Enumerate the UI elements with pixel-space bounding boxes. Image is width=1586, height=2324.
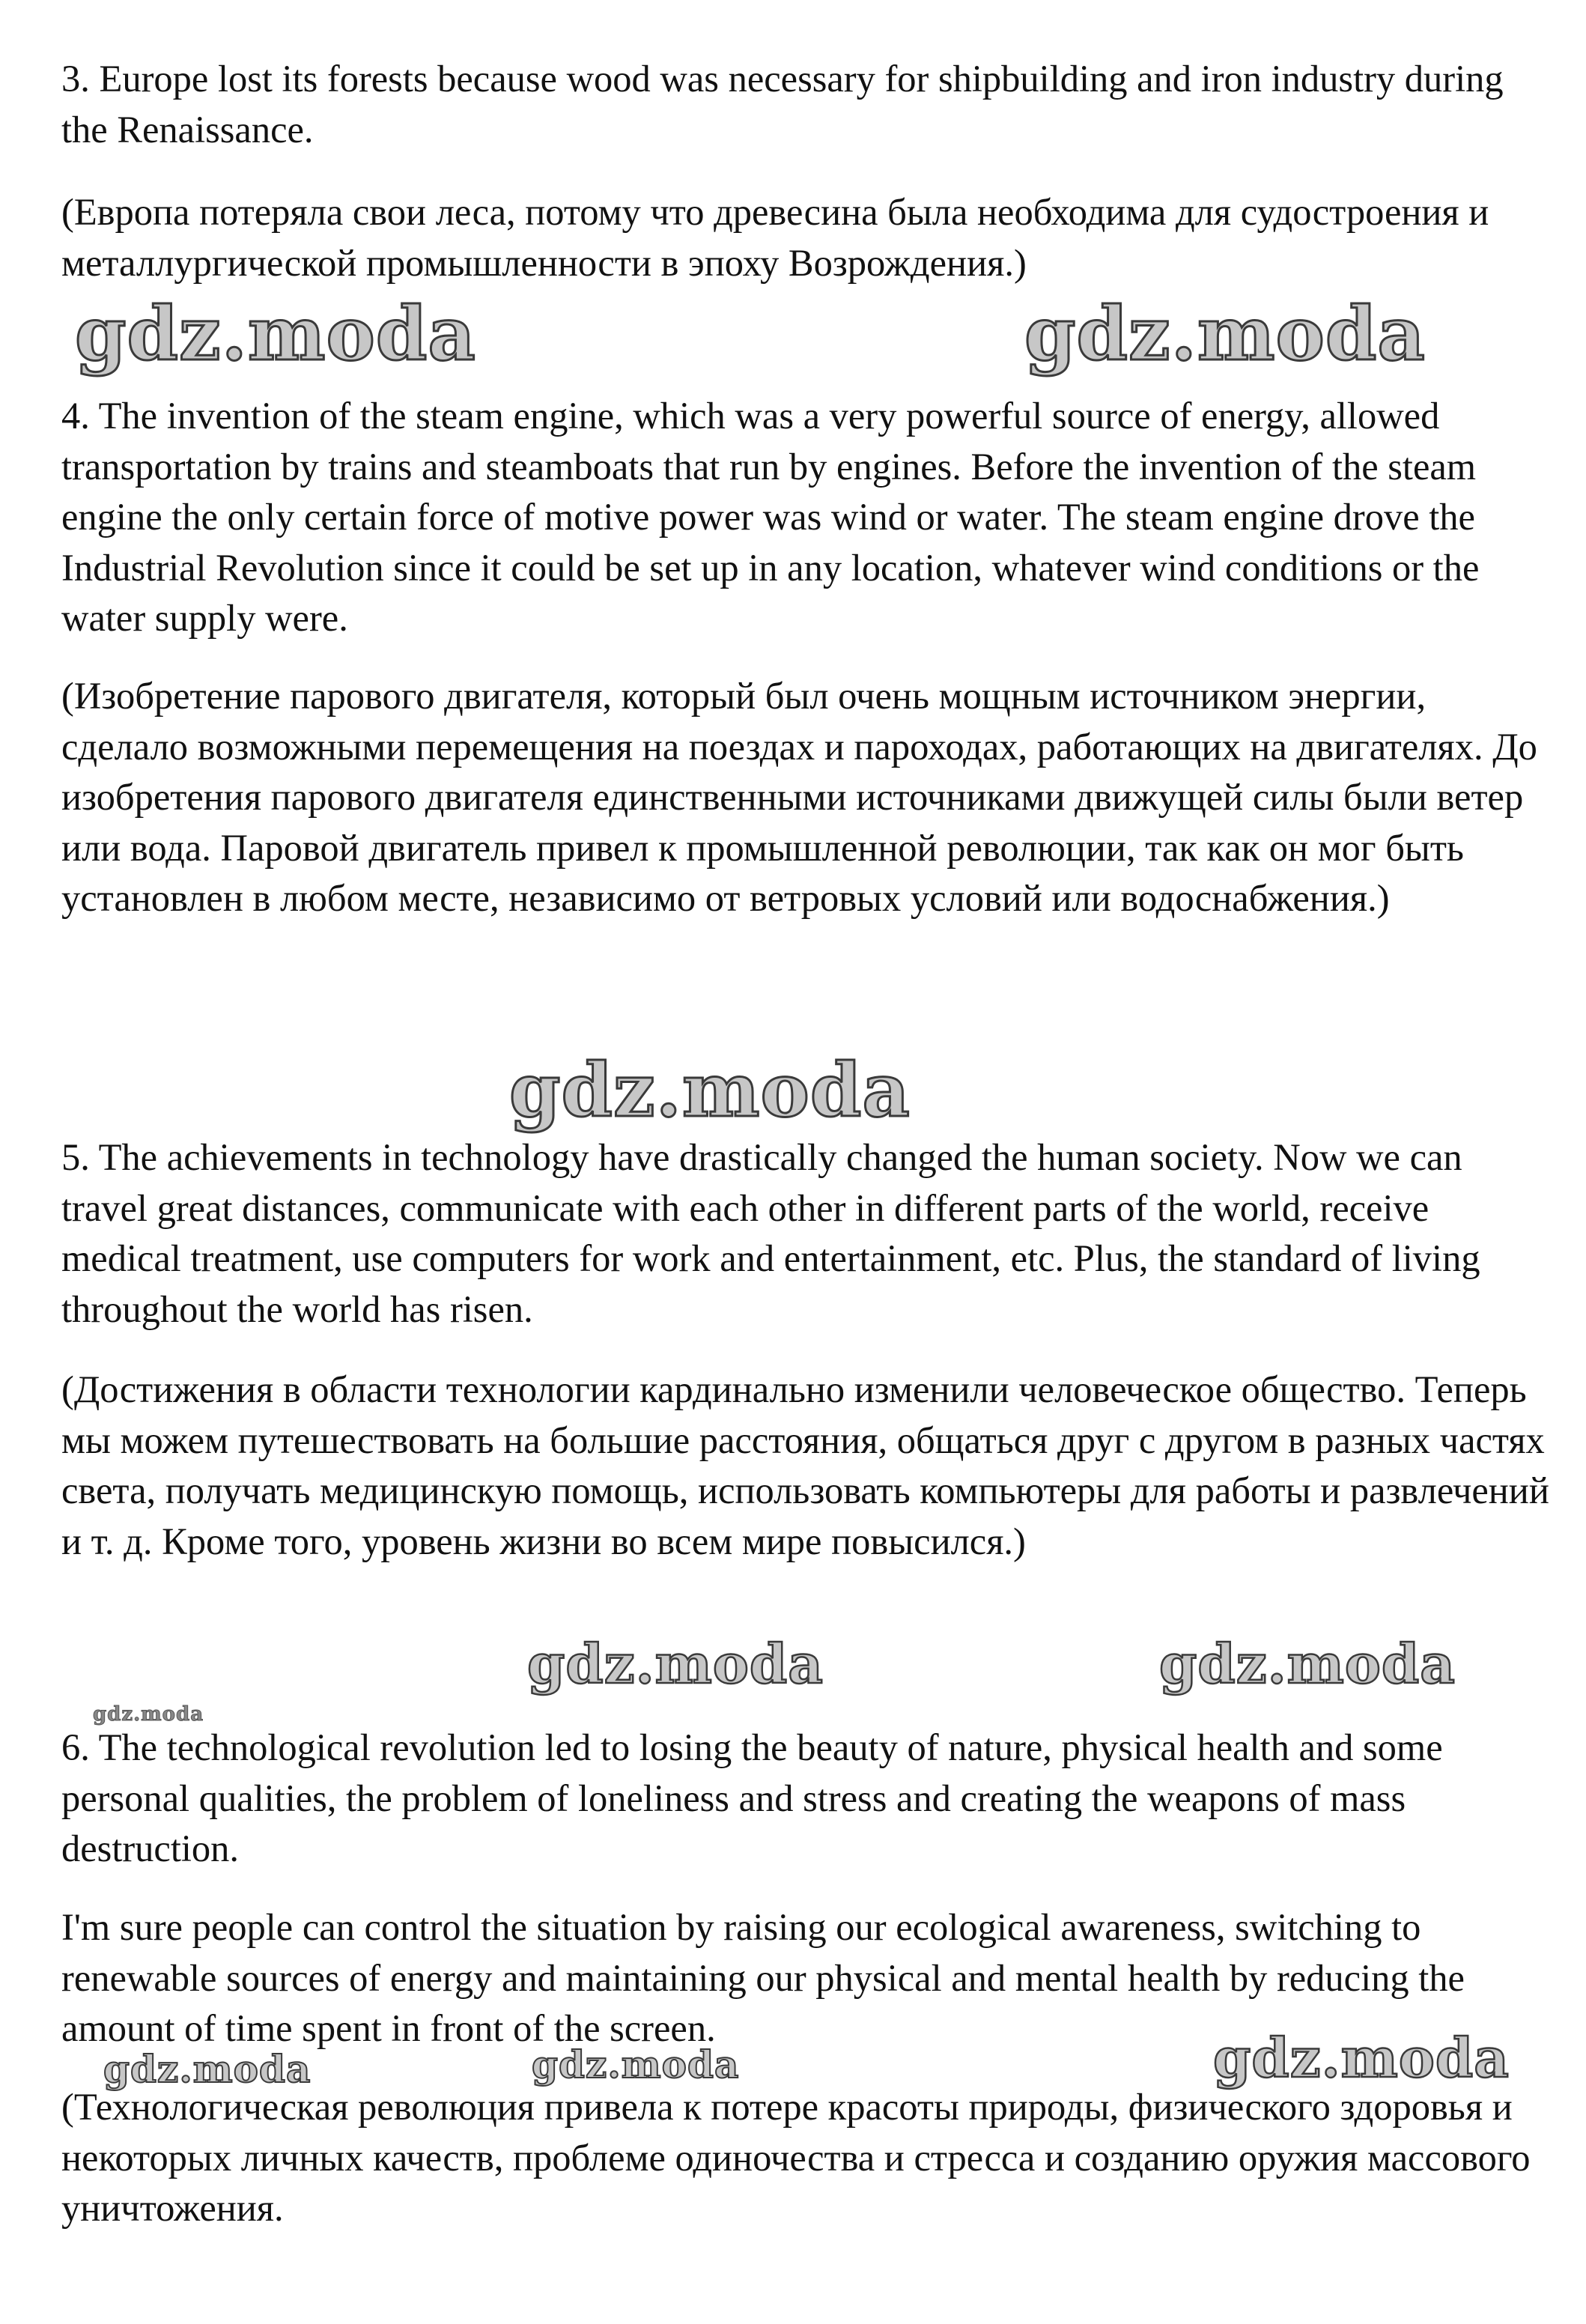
watermark-logo: gdz.moda xyxy=(527,1632,824,1696)
watermark-logo-small: gdz.moda xyxy=(93,1703,204,1726)
paragraph-5-english: 5. The achievements in technology have drastically changed the human society. Now we can travel great distances, communicate with each other in different parts of the world, receive medical treatment, use computers for work and entertainment, etc. Plus, the standard of living throughout the world has risen. xyxy=(61,1136,1480,1330)
paragraph-4-russian: (Изобретение парового двигателя, который был очень мощным источником энергии, сделало возможными перемещения на поездах и пароходах, работающих на двигателях. До изобретения парового двигателя единственными источниками движущей силы были ветер или вода. Паровой двигатель привел к промышленной революции, так как он мог быть установлен в любом месте, независимо от ветровых условий или водоснабжения.) xyxy=(61,675,1537,919)
watermark-logo: gdz.moda xyxy=(532,2042,740,2087)
watermark-logo: gdz.moda xyxy=(1159,1632,1456,1696)
watermark-logo: gdz.moda xyxy=(103,2047,312,2091)
watermark-logo: gdz.moda xyxy=(1024,291,1426,377)
paragraph-6-russian: (Технологическая революция привела к потере красоты природы, физического здоровья и некоторых личных качеств, проблеме одиночества и стресса и созданию оружия массового уничтожения. xyxy=(61,2086,1531,2229)
paragraph-3-english: 3. Europe lost its forests because wood was necessary for shipbuilding and iron industry during the Renaissance. xyxy=(61,58,1504,151)
paragraph-6-opinion: I'm sure people can control the situation by raising our ecological awareness, switching to renewable sources of energy and maintaining our physical and mental health by reducing the amount of time spent in front of the screen. xyxy=(61,1906,1465,2049)
watermark-logo: gdz.moda xyxy=(509,1048,911,1134)
watermark-logo: gdz.moda xyxy=(75,291,476,377)
paragraph-4-english: 4. The invention of the steam engine, which was a very powerful source of energy, allowed transportation by trains and steamboats that run by engines. Before the invention of the steam engine the only certain force of motive power was wind or water. The steam engine drove the Industrial Revolution since it could be set up in any location, whatever wind conditions or the water supply were. xyxy=(61,395,1480,639)
paragraph-6-english: 6. The technological revolution led to losing the beauty of nature, physical health and some personal qualities, the problem of loneliness and stress and creating the weapons of mass destruction. xyxy=(61,1726,1443,1869)
watermark-logo: gdz.moda xyxy=(1213,2026,1510,2090)
paragraph-3-russian: (Европа потеряла свои леса, потому что древесина была необходима для судостроения и металлургической промышленности в эпоху Возрождения.) xyxy=(61,191,1489,284)
paragraph-5-russian: (Достижения в области технологии кардинально изменили человеческое общество. Теперь мы можем путешествовать на большие расстояния, общаться друг с другом в разных частях света, получать медицинскую помощь, использовать компьютеры для работы и развлечений и т. д. Кроме того, уровень жизни во всем мире повысился.) xyxy=(61,1368,1549,1562)
